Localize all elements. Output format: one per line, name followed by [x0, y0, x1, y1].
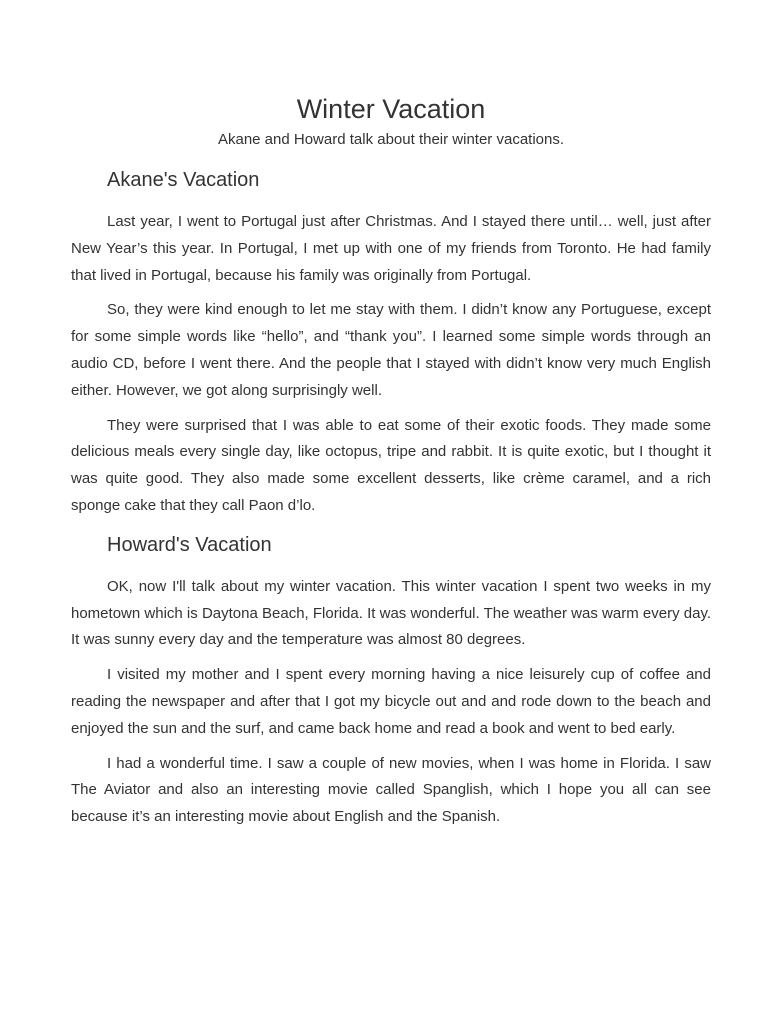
- document-subtitle: Akane and Howard talk about their winter vacations.: [217, 131, 565, 148]
- paragraph: I had a wonderful time. I saw a couple of new movies, when I was home in Florida. I saw The Aviator and also an interesting movie called Spanglish, which I hope you all can see because it’s an interesting movie about English and the Spanish.: [71, 754, 711, 826]
- section-heading-howard: Howard's Vacation: [107, 533, 272, 556]
- paragraph: They were surprised that I was able to eat some of their exotic foods. They made some delicious meals every single day, like octopus, tripe and rabbit. It is quite exotic, but I thought it was quite good. They also made some excellent desserts, like crème caramel, and a rich sponge cake that they call Paon d’lo.: [71, 416, 711, 514]
- paragraph: So, they were kind enough to let me stay with them. I didn’t know any Portuguese, except for some simple words like “hello”, and “thank you”. I learned some simple words through an audio CD, before I went there. And the people that I stayed with didn’t know very much English either. However, we got along surprisingly well.: [71, 301, 711, 399]
- document-title: Winter Vacation: [296, 94, 486, 124]
- paragraph: Last year, I went to Portugal just after Christmas. And I stayed there until… well, just after New Year’s this year. In Portugal, I met up with one of my friends from Toronto. He had family that lived in Portugal, because his family was originally from Portugal.: [71, 213, 711, 284]
- paragraph: I visited my mother and I spent every morning having a nice leisurely cup of coffee and reading the newspaper and after that I got my bicycle out and and rode down to the beach and enjoyed the sun and the surf, and came back home and read a book and went to bed early.: [71, 666, 711, 737]
- section-heading-akane: Akane's Vacation: [107, 169, 260, 191]
- paragraph: OK, now I'll talk about my winter vacation. This winter vacation I spent two weeks in my hometown which is Daytona Beach, Florida. It was wonderful. The weather was warm every day. It was sunny every day and the temperature was almost 80 degrees.: [71, 577, 711, 649]
